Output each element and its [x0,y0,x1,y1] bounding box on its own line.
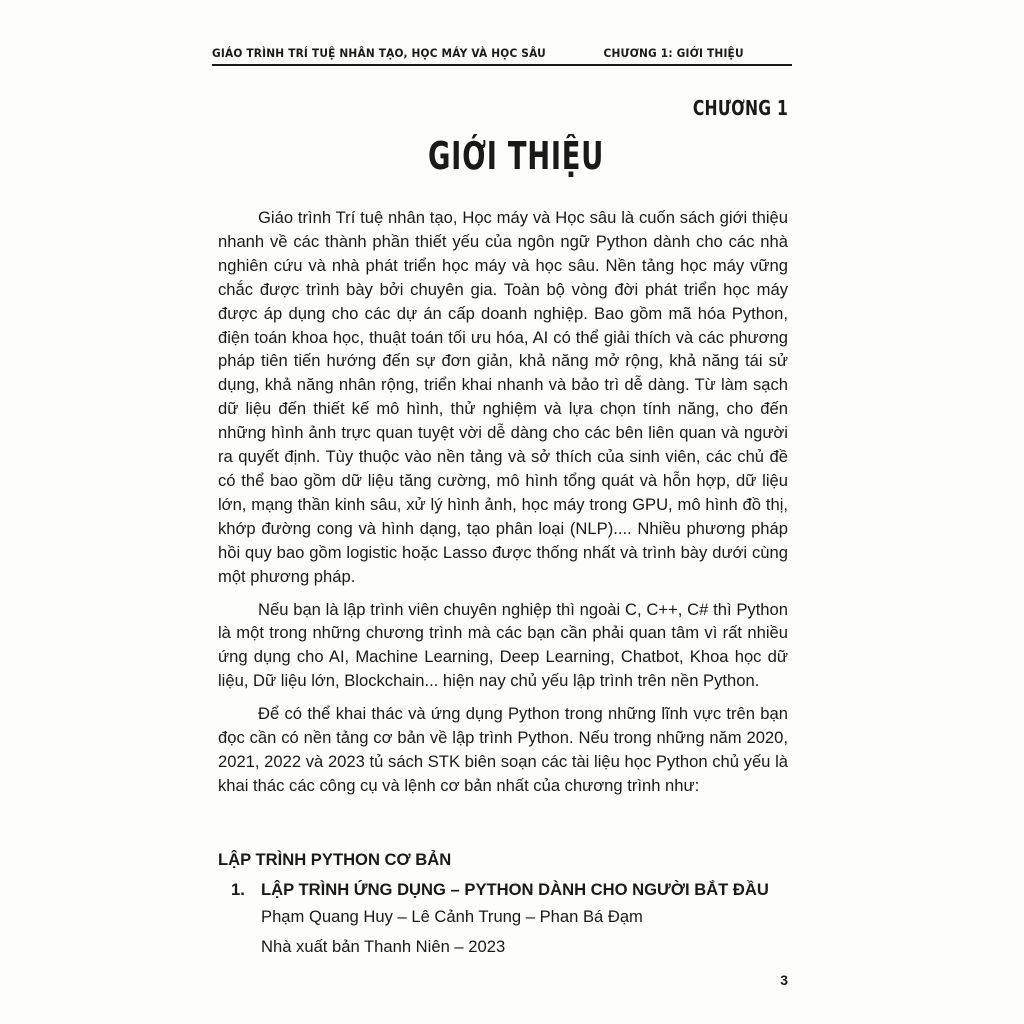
book-title-row [231,878,791,902]
page-number: 3 [780,972,788,988]
chapter-label: CHƯƠNG 1 [692,96,788,120]
chapter-body [218,206,788,807]
paragraph-python-foundation: Để có thể khai thác và ứng dụng Python trong những lĩnh vực trên bạn đọc cần có nền tảng cơ bản về lập trình Python. Nếu trong những năm 2020, 2021, 2022 và 2023 tủ sách STK biên soạn các tài liệu học Python chủ yếu là khai thác các công cụ và lệnh cơ bản nhất của chương trình như: [218,704,788,795]
book-publisher: Nhà xuất bản Thanh Niên – 2023 [261,937,506,956]
running-header [212,46,744,60]
paragraph-intro: Giáo trình Trí tuệ nhân tạo, Học máy và Học sâu là cuốn sách giới thiệu nhanh về các thành phần thiết yếu của ngôn ngữ Python dành cho các nhà nghiên cứu và nhà phát triển học máy và học sâu. Nền tảng học máy vững chắc được trình bày bởi chuyên gia. Toàn bộ vòng đời phát triển học máy được áp dụng cho các dự án cấp doanh nghiệp. Bao gồm mã hóa Python, điện toán khoa học, thuật toán tối ưu hóa, AI có thể giải thích và các phương pháp tiên tiến hướng đến sự đơn giản, khả năng mở rộng, khả năng tái sử dụng, khả năng nhân rộng, triển khai nhanh và bảo trì dễ dàng. Từ làm sạch dữ liệu đến thiết kế mô hình, thử nghiệm và lựa chọn tính năng, cho đến những hình ảnh trực quan tuyệt vời dễ dàng cho các bên liên quan và người ra quyết định. Tùy thuộc vào nền tảng và sở thích của sinh viên, các chủ đề có thể bao gồm dữ liệu tăng cường, mô hình tổng quát và hỗn hợp, dữ liệu lớn, mạng thần kinh sâu, xử lý hình ảnh, học máy trong GPU, mô hình đồ thị, khớp đường cong và hình dạng, tạo phân loại (NLP).... Nhiều phương pháp hồi quy bao gồm logistic hoặc Lasso được thống nhất và trình bày dưới cùng một phương pháp. [218,208,788,586]
header-divider [212,64,792,66]
chapter-title: GIỚI THIỆU [428,134,605,178]
book-number: 1. [231,880,245,899]
book-list-item [231,878,791,962]
running-header-book-title: GIÁO TRÌNH TRÍ TUỆ NHÂN TẠO, HỌC MÁY VÀ HỌC SÂU [212,46,546,60]
paragraph-python-importance: Nếu bạn là lập trình viên chuyên nghiệp thì ngoài C, C++, C# thì Python là một trong những chương trình mà các bạn cần phải quan tâm vì rất nhiều ứng dụng cho AI, Machine Learning, Deep Learning, Chatbot, Khoa học dữ liệu, Dữ liệu lớn, Blockchain... hiện nay chủ yếu lập trình trên nền Python. [218,599,788,691]
book-authors: Phạm Quang Huy – Lê Cảnh Trung – Phan Bá Đạm [261,907,643,926]
running-header-chapter: CHƯƠNG 1: GIỚI THIỆU [603,46,744,60]
section-heading: LẬP TRÌNH PYTHON CƠ BẢN [218,850,452,869]
book-title: LẬP TRÌNH ỨNG DỤNG – PYTHON DÀNH CHO NGƯỜI BẮT ĐẦU [261,880,769,899]
